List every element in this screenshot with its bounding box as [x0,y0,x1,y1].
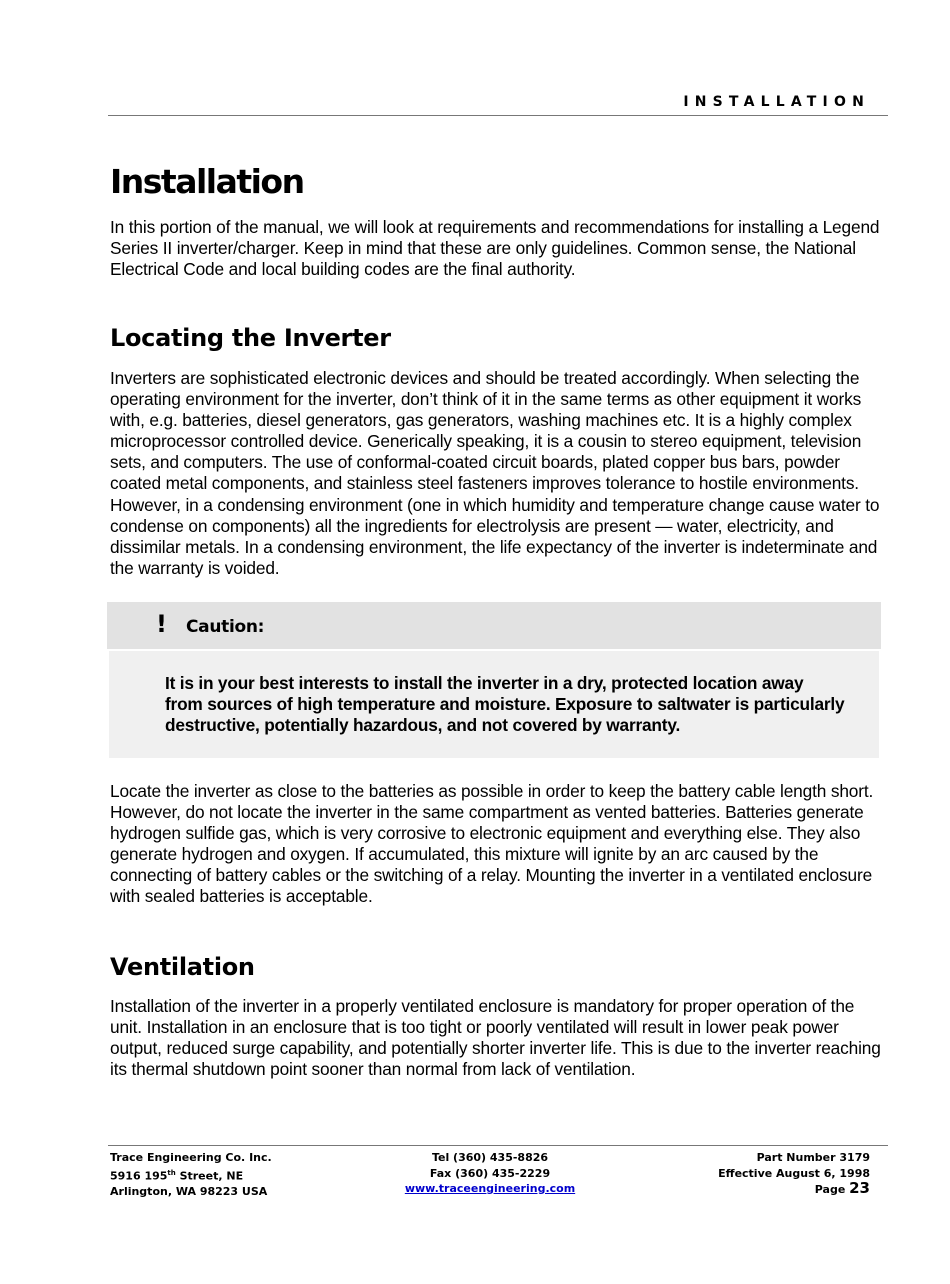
footer-rule [108,1145,888,1146]
footer-part-info [650,1150,870,1198]
intro-paragraph: In this portion of the manual, we will look at requirements and recommendations for installing a Legend Series II inverter/charger. Keep in mind that these are only guidelines. Common sense, the National Electrical Code and local building codes are the final authority. [110,217,880,280]
header-rule [108,115,888,116]
effective-date: Effective August 6, 1998 [718,1166,870,1180]
city-address: Arlington, WA 98223 USA [110,1184,268,1198]
locating-paragraph-2: Locate the inverter as close to the batteries as possible in order to keep the battery cable length short. However, do not locate the inverter in the same compartment as vented batteries. Batteries generate hydrogen sulfide gas, which is very corrosive to electronic equipment and everything else. They also generate hydrogen and oxygen. If accumulated, this mixture will ignite by an arc caused by the connecting of battery cables or the switching of a relay. Mounting the inverter in a ventilated enclosure with sealed batteries is acceptable. [110,781,874,907]
part-number: Part Number 3179 [756,1151,870,1164]
section-heading-ventilation: Ventilation [110,953,255,981]
telephone: Tel (360) 435-8826 [431,1151,549,1164]
ventilation-paragraph: Installation of the inverter in a properly ventilated enclosure is mandatory for proper operation of the unit. Installation in an enclosure that is too tight or poorly ventilated will result in lower peak power output, reduced surge capability, and potentially shorter inverter life. This is due to the inverter reaching its thermal shutdown point sooner than normal from lack of ventilation. [110,996,881,1080]
footer-address [110,1150,272,1199]
page-title: Installation [110,162,304,201]
company-name: Trace Engineering Co. Inc. [110,1151,272,1164]
locating-paragraph-1: Inverters are sophisticated electronic devices and should be treated accordingly. When selecting the operating environment for the inverter, don’t think of it in the same terms as other equipment it works with, e.g. batteries, diesel generators, gas generators, washing machines etc. It is a highly complex microprocessor controlled device. Generically speaking, it is a cousin to stereo equipment, television sets, and computers. The use of conformal-coated circuit boards, plated copper bus bars, powder coated metal components, and stainless steel fasteners improves tolerance to hostile environments. However, in a condensing environment (one in which humidity and temperature change cause water to condense on components) all the ingredients for electrolysis are present — water, electricity, and dissimilar metals. In a condensing environment, the life expectancy of the inverter is indeterminate and the warranty is voided. [110,368,880,578]
section-heading-locating: Locating the Inverter [110,324,391,352]
page-number: 23 [849,1179,870,1197]
caution-title: Caution: [186,617,265,637]
exclamation-icon: ! [156,610,167,638]
footer-contact [390,1150,590,1197]
street-address: 5916 195th Street, NE [110,1168,244,1183]
website-link[interactable]: www.traceengineering.com [404,1182,576,1195]
fax: Fax (360) 435-2229 [429,1166,551,1180]
page-number-line: Page 23 [814,1179,870,1197]
caution-text: It is in your best interests to install the inverter in a dry, protected location away from sources of high temperature and moisture. Exposure to saltwater is particularly destructive, potentially hazardous, and not covered by warranty. [165,673,845,736]
running-header: INSTALLATION [683,94,870,110]
